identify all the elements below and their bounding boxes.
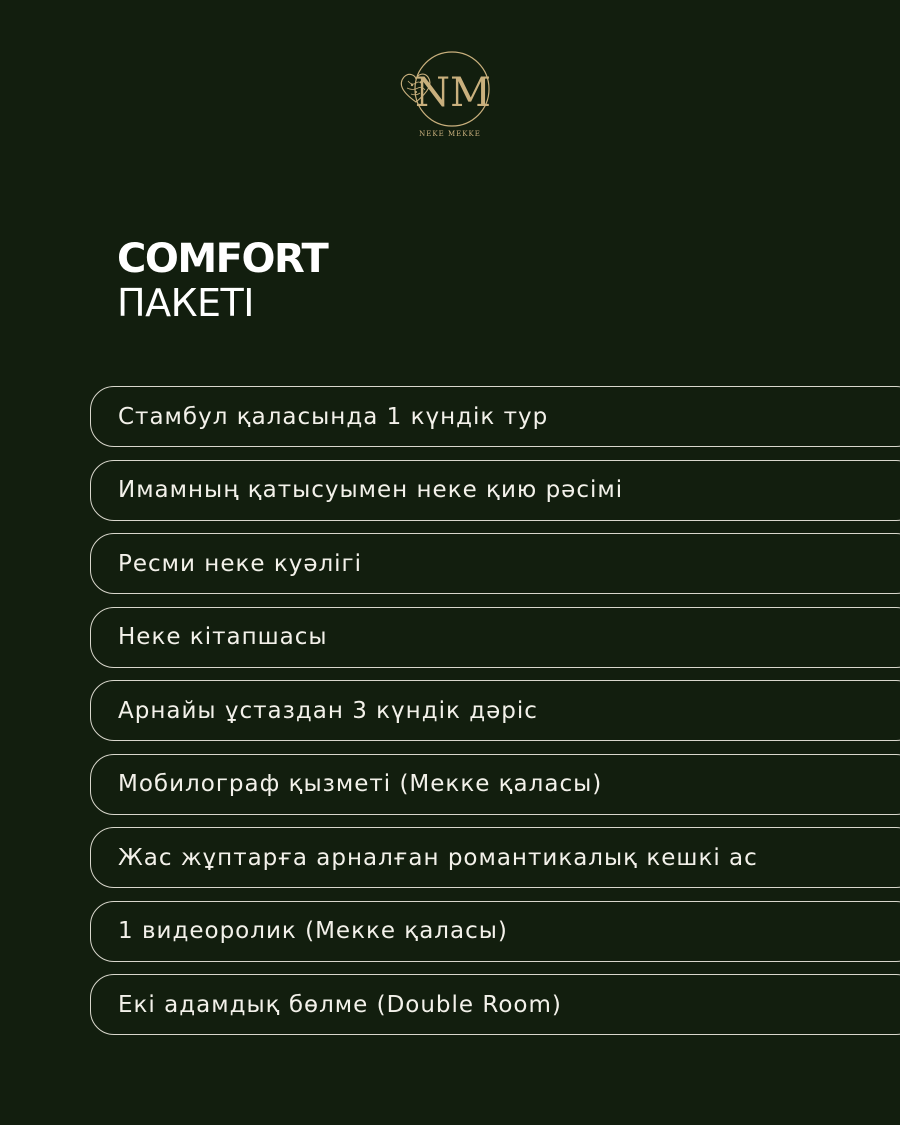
package-name: COMFORT bbox=[117, 236, 328, 282]
feature-list bbox=[90, 386, 900, 1048]
feature-item bbox=[90, 386, 900, 447]
feature-item bbox=[90, 460, 900, 521]
feature-label: Мобилограф қызметі (Мекке қаласы) bbox=[118, 771, 603, 797]
package-title bbox=[117, 236, 327, 324]
brand-logo bbox=[390, 46, 510, 146]
feature-item bbox=[90, 533, 900, 594]
monogram-text: NM bbox=[415, 70, 491, 116]
feature-item bbox=[90, 974, 900, 1035]
feature-label: Екі адамдық бөлме (Double Room) bbox=[118, 991, 562, 1018]
monogram-emblem bbox=[390, 46, 510, 130]
feature-label: Стамбул қаласында 1 күндік тур bbox=[118, 403, 549, 430]
feature-item bbox=[90, 607, 900, 668]
feature-item bbox=[90, 901, 900, 962]
package-label: ПАКЕТІ bbox=[117, 281, 254, 325]
feature-item bbox=[90, 754, 900, 815]
feature-label: Неке кітапшасы bbox=[118, 624, 328, 650]
feature-label: Ресми неке куәлігі bbox=[118, 550, 363, 577]
feature-item bbox=[90, 827, 900, 888]
feature-label: Имамның қатысуымен неке қию рәсімі bbox=[118, 477, 624, 503]
brand-caption: NEKE MEKKE bbox=[419, 130, 481, 138]
feature-label: 1 видеоролик (Мекке қаласы) bbox=[118, 918, 508, 944]
feature-label: Жас жұптарға арналған романтикалық кешкі ас bbox=[118, 844, 758, 871]
feature-label: Арнайы ұстаздан 3 күндік дәріс bbox=[118, 697, 538, 724]
feature-item bbox=[90, 680, 900, 741]
